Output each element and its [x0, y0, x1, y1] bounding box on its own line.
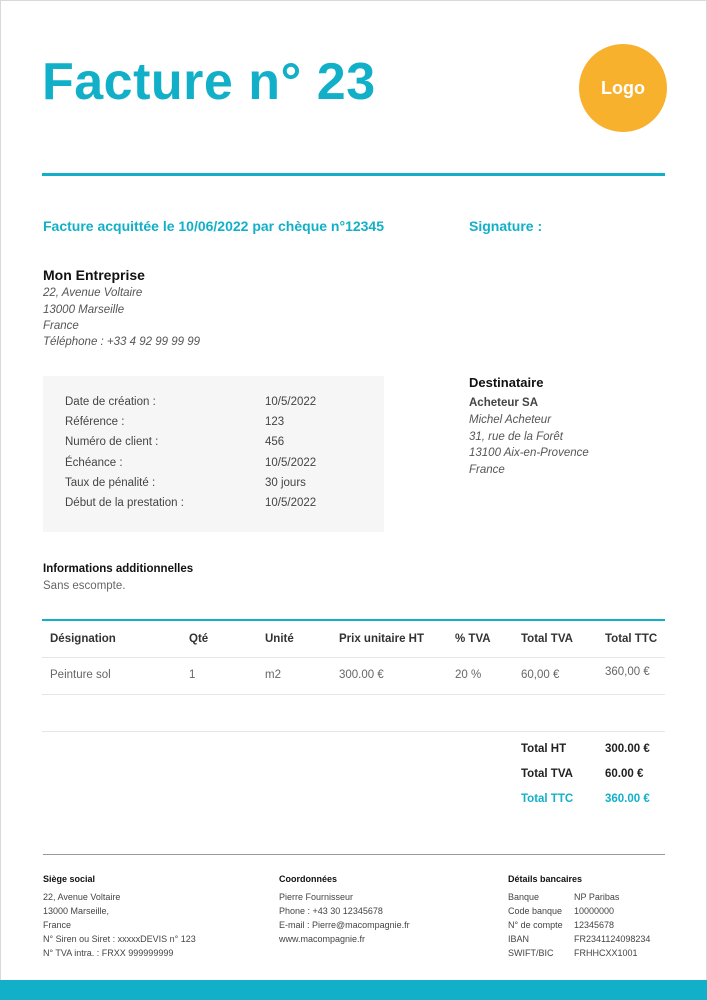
info-value: 30 jours: [265, 477, 306, 489]
footer-siege-line: 13000 Marseille,: [43, 906, 110, 916]
cell-vat-total: 60,00 €: [521, 669, 560, 681]
bank-label: SWIFT/BIC: [508, 948, 554, 958]
footer-siege-line: N° Siren ou Siret : xxxxxDEVIS n° 123: [43, 934, 196, 944]
total-tva-label: Total TVA: [521, 768, 573, 780]
header-divider: [42, 173, 665, 176]
recipient-company: Acheteur SA: [469, 397, 539, 409]
total-tva-value: 60.00 €: [605, 768, 644, 780]
sender-phone: Téléphone : +33 4 92 99 99 99: [43, 336, 200, 348]
sender-name: Mon Entreprise: [43, 267, 145, 283]
bank-value: FRHHCXX1001: [574, 948, 638, 958]
bank-label: IBAN: [508, 934, 530, 944]
col-header-vat-total: Total TVA: [521, 633, 573, 645]
info-label: Taux de pénalité :: [65, 477, 156, 489]
info-value: 10/5/2022: [265, 497, 317, 509]
cell-unit: m2: [265, 669, 281, 681]
table-row-divider: [42, 694, 665, 695]
total-ht-value: 300.00 €: [605, 743, 650, 755]
col-header-unit-price: Prix unitaire HT: [339, 633, 424, 645]
cell-ttc-total: 360,00 €: [605, 666, 650, 678]
col-header-vat-rate: % TVA: [455, 633, 491, 645]
signature-label: Signature :: [469, 218, 543, 234]
bank-value: NP Paribas: [574, 892, 620, 902]
col-header-qty: Qté: [189, 633, 209, 645]
bank-value: 12345678: [574, 920, 615, 930]
total-ttc-value: 360.00 €: [605, 793, 650, 805]
info-label: Échéance :: [65, 457, 123, 469]
info-label: Numéro de client :: [65, 436, 159, 448]
recipient-heading: Destinataire: [469, 375, 544, 390]
bottom-accent-bar: [0, 980, 707, 1000]
bank-label: Banque: [508, 892, 540, 902]
footer-contact-line: Pierre Fournisseur: [279, 892, 354, 902]
footer-bank-title: Détails bancaires: [508, 874, 583, 884]
cell-unit-price: 300.00 €: [339, 669, 384, 681]
footer-contact-line: Phone : +43 30 12345678: [279, 906, 383, 916]
recipient-line: France: [469, 464, 505, 476]
table-top-rule: [42, 619, 665, 621]
col-header-unit: Unité: [265, 633, 294, 645]
recipient-line: 13100 Aix-en-Provence: [469, 447, 589, 459]
recipient-line: Michel Acheteur: [469, 414, 552, 426]
cell-designation: Peinture sol: [50, 669, 111, 681]
footer-siege-line: 22, Avenue Voltaire: [43, 892, 121, 902]
bank-label: Code banque: [508, 906, 563, 916]
invoice-title: Facture n° 23: [42, 53, 376, 111]
additional-info-text: Sans escompte.: [43, 580, 126, 592]
additional-info-title: Informations additionnelles: [43, 563, 194, 575]
cell-vat-rate: 20 %: [455, 669, 482, 681]
sender-address-line: France: [43, 320, 79, 332]
sender-address-line: 22, Avenue Voltaire: [43, 287, 143, 299]
bank-value: 10000000: [574, 906, 615, 916]
info-value: 10/5/2022: [265, 457, 317, 469]
bank-label: N° de compte: [508, 920, 563, 930]
col-header-designation: Désignation: [50, 633, 116, 645]
logo: Logo: [579, 44, 667, 132]
footer-contact-line: www.macompagnie.fr: [279, 934, 366, 944]
col-header-ttc-total: Total TTC: [605, 633, 658, 645]
bank-value: FR2341124098234: [574, 934, 651, 944]
total-ttc-label: Total TTC: [521, 793, 574, 805]
payment-note: Facture acquittée le 10/06/2022 par chèque n°12345: [43, 218, 384, 234]
footer-siege-line: France: [43, 920, 72, 930]
info-value: 456: [265, 436, 285, 448]
info-value: 123: [265, 416, 285, 428]
footer-siege-title: Siège social: [43, 874, 96, 884]
info-label: Début de la prestation :: [65, 497, 184, 509]
footer-contact-line: E-mail : Pierre@macompagnie.fr: [279, 920, 410, 930]
footer-divider: [43, 854, 665, 855]
cell-qty: 1: [189, 669, 196, 681]
total-ht-label: Total HT: [521, 743, 567, 755]
footer-siege-line: N° TVA intra. : FRXX 999999999: [43, 948, 174, 958]
info-label: Date de création :: [65, 396, 156, 408]
sender-address-line: 13000 Marseille: [43, 304, 125, 316]
table-row-divider: [42, 731, 665, 732]
info-value: 10/5/2022: [265, 396, 317, 408]
table-row-divider: [42, 657, 665, 658]
recipient-line: 31, rue de la Forêt: [469, 431, 563, 443]
footer-coordonnees-title: Coordonnées: [279, 874, 338, 884]
info-label: Référence :: [65, 416, 125, 428]
